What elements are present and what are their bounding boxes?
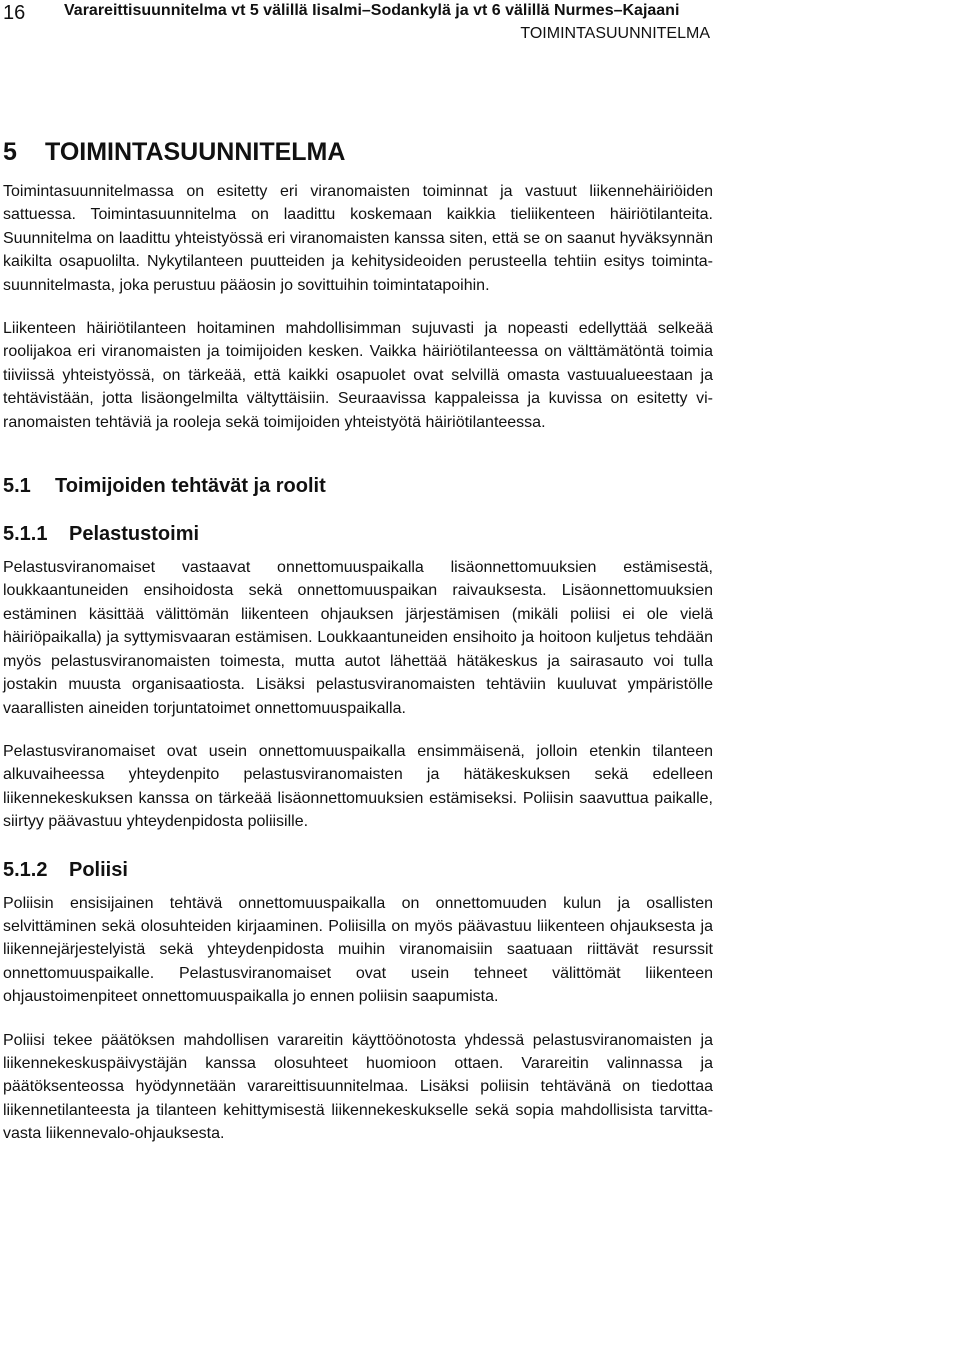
paragraph: Pelastusviranomaiset ovat usein onnettomuuspaikalla ensimmäisenä, jolloin etenkin tilanteen alkuvaiheessa yhteydenpito pelastusviranomaisten ja hätäkeskuksen sekä edelleen liikennekeskuksen kanssa on tärkeää lisäonnettomuuksien estämiseksi. Poliisin saavuttua paikalle, siirtyy päävastuu yhteydenpidosta poliisille.	[3, 742, 713, 831]
page-number: 16	[3, 2, 26, 24]
chapter-heading	[3, 136, 713, 168]
subsection-title: Pelastustoimi	[69, 523, 200, 546]
paragraph: Poliisin ensisijainen tehtävä onnettomuuspaikalla on onnettomuuden kulun ja osallisten selvittäminen sekä olosuhteiden kirjaaminen. Poliisilla on myös päävastuu liikenteen ohjauksesta ja liikennejärjestelyistä sekä yhteydenpidosta muihin viranomaisiin saatuaan riittävät resurssit onnettomuuspaikalle. Pelastusviranomaiset ovat usein tehneet välittömät liikenteen ohjaustoimenpiteet onnettomuuspaikalla jo ennen poliisin saapumista.	[3, 894, 713, 1006]
paragraph: Toimintasuunnitelmassa on esitetty eri viranomaisten toiminnat ja vastuut liikennehäiriöiden sattuessa. Toimintasuunnitelma on laadittu koskemaan kaikkia tieliikenteen häiriötilanteita. Suunnitelma on laadittu yhteistyössä eri viranomaisten kanssa siten, että se on saanut hyväksynnän kaikilta osapuolilta. Nykytilanteen puutteiden ja kehitysideoiden perusteella tehtiin esitys toimintasuunnitelmasta, joka perustuu pääosin jo sovittuihin toimintatapoihin.	[3, 183, 713, 294]
section-title: Toimijoiden tehtävät ja roolit	[55, 475, 326, 498]
document-body	[3, 136, 713, 1146]
chapter-title: TOIMINTASUUNNITELMA	[45, 138, 346, 166]
subsection-number: 5.1.2	[3, 858, 48, 881]
section-heading	[3, 472, 713, 500]
section-number: 5.1	[3, 475, 31, 498]
paragraph: Liikenteen häiriötilanteen hoitaminen mahdollisimman sujuvasti ja nopeasti edellyttää selkeää roolijakoa eri viranomaisten ja toimijoiden kesken. Vaikka häiriötilanteessa on välttämätöntä toimia tiiviissä yhteistyössä, on tärkeää, että kaikki osapuolet ovat selvillä omasta vastuualueestaan ja tehtävistään, jotta lisäongelmilta vältyttäisiin. Seuraavissa kappaleissa ja kuvissa on esitetty viranomaisten tehtäviä ja rooleja sekä toimijoiden yhteistyötä häiriötilanteessa.	[3, 320, 713, 431]
paragraph: Pelastusviranomaiset vastaavat onnettomuuspaikalla lisäonnettomuuksien estämisestä, loukkaantuneiden ensihoidosta sekä onnettomuuspaikan raivauksesta. Lisäonnettomuuksien estäminen käsittää välittömän liikenteen ohjauksen järjestämisen (mikäli poliisi ei ole vielä häiriöpaikalla) ja syttymisvaaran estämisen. Loukkaantuneiden ensihoito ja hoitoon kuljetus tehdään myös pelastusviranomaisten toimesta, mutta autot lähettää hätäkeskus ja sairasauto voi tulla jostakin muusta organisaatiosta. Lisäksi pelastusviranomaisten tehtäviin kuuluvat ympäristölle vaarallisten aineiden torjuntatoimet onnettomuuspaikalla.	[3, 559, 713, 717]
subsection-heading	[3, 520, 713, 548]
subsection-heading	[3, 856, 713, 884]
subsection-title: Poliisi	[69, 858, 128, 881]
running-subtitle: TOIMINTASUUNNITELMA	[520, 25, 710, 42]
chapter-number: 5	[3, 138, 17, 166]
paragraph: Poliisi tekee päätöksen mahdollisen varareitin käyttöönotosta yhdessä pelastusviranomaisten ja liikennekeskuspäivystäjän kanssa olosuhteet huomioon ottaen. Varareitin valinnassa ja päätöksenteossa hyödynnetään varareittisuunnitelmaa. Lisäksi poliisin tehtävänä on tiedottaa liikennetilanteesta ja tilanteen kehittymisestä liikennekeskukselle sekä sopia mahdollisista tarvittavasta liikennevalo-ohjauksesta.	[3, 1031, 713, 1143]
running-title: Varareittisuunnitelma vt 5 välillä Iisalmi–Sodankylä ja vt 6 välillä Nurmes–Kajaani	[64, 2, 680, 19]
subsection-number: 5.1.1	[3, 523, 48, 546]
